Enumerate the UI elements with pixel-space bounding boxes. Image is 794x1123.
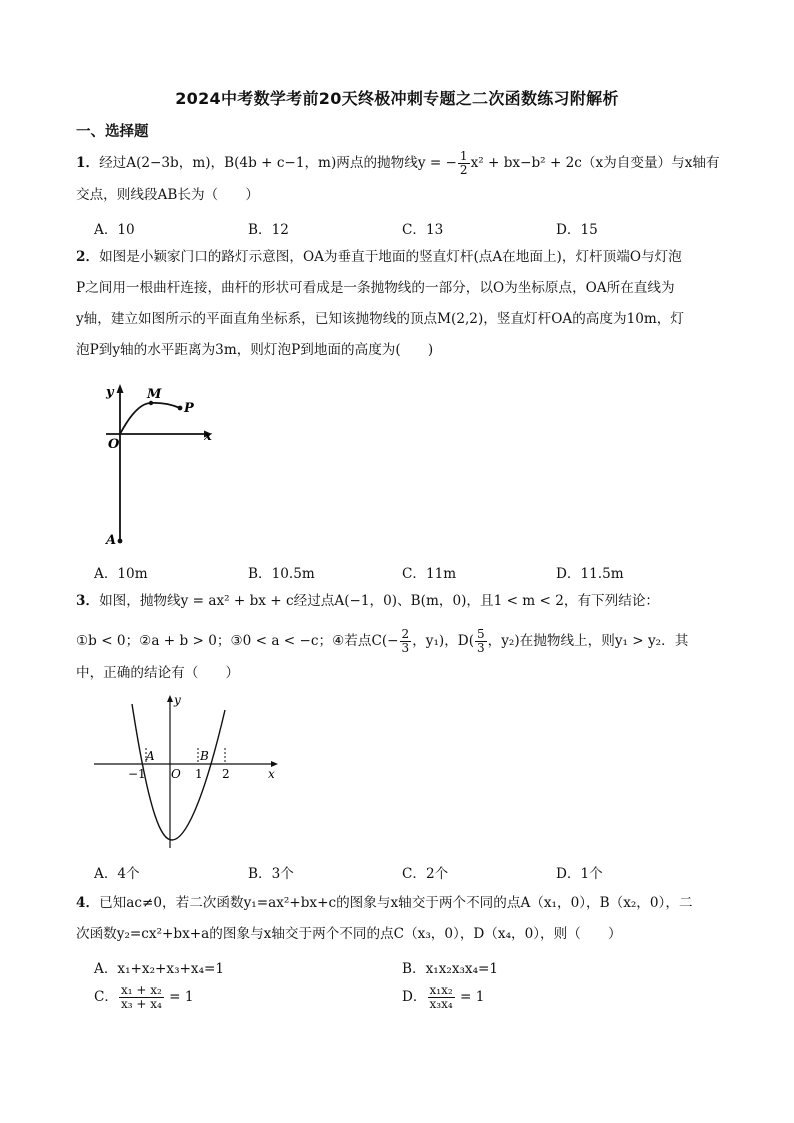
q4-option-c-fraction	[119, 984, 164, 1011]
q3-option-c[interactable]: C．2个	[402, 866, 449, 882]
q2-line-2: P之间用一根曲杆连接，曲杆的形状可看成是一条抛物线的一部分，以O为坐标原点，OA所在直线为	[76, 280, 675, 296]
q2-figure	[100, 378, 230, 548]
q2-y-arrow	[117, 384, 124, 393]
q1-line-2: 交点，则线段AB长为（ ）	[76, 187, 259, 203]
q2-line-1	[76, 248, 682, 266]
q4-option-b[interactable]: B．x₁x₂x₃x₄=1	[402, 961, 499, 977]
q3-option-a[interactable]: A．4个	[94, 866, 140, 882]
q4-c-num: x₁ + x₂	[121, 983, 162, 997]
q4-number: 4．	[76, 895, 100, 911]
q1-option-a[interactable]: A．10	[94, 222, 135, 238]
q2-line-3: y轴，建立如图所示的平面直角坐标系，已知该抛物线的顶点M(2,2)，竖直灯杆OA的高度为10m，灯	[76, 311, 684, 327]
q2-text-1: 如图是小颖家门口的路灯示意图，OA为垂直于地面的竖直灯杆(点A在地面上)，灯杆顶端O与灯泡	[99, 249, 682, 265]
q2-number: 2．	[76, 249, 100, 265]
q2-option-b[interactable]: B．10.5m	[248, 566, 315, 582]
q4-d-num: x₁x₂	[429, 983, 453, 997]
q2-point-p	[178, 406, 183, 411]
q4-option-c-label: C．	[94, 989, 118, 1005]
q3-figure	[90, 690, 290, 850]
q4-option-c-eq: = 1	[169, 989, 194, 1005]
q3-y-arrow	[167, 695, 173, 702]
q2-label-a: A	[106, 533, 117, 548]
q4-option-d-eq: = 1	[459, 989, 485, 1005]
q3-fraction-1	[400, 628, 412, 655]
q2-option-a[interactable]: A．10m	[94, 566, 148, 582]
q3-text-2a: ①b < 0；②a + b > 0；③0 < a < −c；④若点C(−	[76, 633, 399, 649]
q2-parabola	[120, 403, 180, 434]
q3-line-1	[76, 592, 659, 610]
q4-option-d[interactable]	[402, 984, 484, 1011]
q4-text-1: 已知ac≠0，若二次函数y₁=ax²+bx+c的图象与x轴交于两个不同的点A（x₁，0），B（x₂，0），二	[99, 895, 693, 911]
q3-fraction-2	[475, 628, 487, 655]
q4-option-a[interactable]: A．x₁+x₂+x₃+x₄=1	[94, 961, 225, 977]
q2-label-p: P	[184, 401, 194, 416]
q1-number: 1．	[76, 155, 100, 171]
q3-label-neg1: −1	[128, 767, 146, 781]
q1-text-a: 经过A(2−3b，m)，B(4b + c−1，m)两点的抛物线y = −	[99, 155, 457, 171]
q3-line-3: 中，正确的结论有（ ）	[76, 665, 240, 681]
q4-option-d-fraction	[428, 984, 455, 1011]
q3-label-x: x	[268, 767, 275, 781]
q2-point-a	[118, 539, 123, 544]
q2-label-x: x	[204, 429, 212, 444]
q4-c-den: x₃ + x₄	[121, 997, 162, 1011]
q3-f2-den: 3	[477, 641, 485, 655]
section-heading: 一、选择题	[76, 124, 149, 140]
q1-frac-num: 1	[459, 149, 468, 163]
q2-label-m: M	[147, 387, 162, 402]
q3-text-1: 如图，抛物线y = ax² + bx + c经过点A(−1，0)、B(m，0)，且1 < m < 2，有下列结论：	[99, 593, 660, 609]
q1-option-c[interactable]: C．13	[402, 222, 444, 238]
q3-label-b: B	[200, 749, 209, 763]
q4-option-d-label: D．	[402, 989, 427, 1005]
q4-d-den: x₃x₄	[429, 997, 453, 1011]
q2-option-c[interactable]: C．11m	[402, 566, 457, 582]
q1-fraction	[458, 150, 470, 177]
page-title: 2024中考数学考前20天终极冲刺专题之二次函数练习附解析	[175, 89, 619, 108]
q3-label-a: A	[146, 749, 155, 763]
q4-line-1	[76, 894, 693, 912]
q3-f1-den: 3	[401, 641, 410, 655]
q3-label-2: 2	[222, 767, 230, 781]
q3-line-2	[76, 628, 688, 655]
q2-line-4: 泡P到y轴的水平距离为3m，则灯泡P到地面的高度为( )	[76, 342, 434, 358]
q3-f2-num: 5	[477, 627, 485, 641]
q3-label-y: y	[174, 693, 181, 707]
q1-option-d[interactable]: D．15	[556, 222, 598, 238]
q4-line-2: 次函数y₂=cx²+bx+a的图象与x轴交于两个不同的点C（x₃，0），D（x₄，0），则（ ）	[76, 926, 622, 942]
q3-option-b[interactable]: B．3个	[248, 866, 294, 882]
q4-option-c[interactable]	[94, 984, 194, 1011]
q3-text-2b: ，y₁)，D(	[412, 633, 475, 649]
q2-label-y: y	[106, 385, 114, 400]
q2-option-d[interactable]: D．11.5m	[556, 566, 624, 582]
q1-text-b: x² + bx−b² + 2c（x为自变量）与x轴有	[470, 155, 720, 171]
q3-label-o: O	[171, 767, 181, 781]
q1-frac-den: 2	[459, 163, 468, 177]
q3-option-d[interactable]: D．1个	[556, 866, 603, 882]
q2-label-o: O	[108, 437, 120, 452]
q3-number: 3．	[76, 593, 100, 609]
q3-f1-num: 2	[401, 627, 410, 641]
q3-text-2c: ，y₂)在抛物线上，则y₁ > y₂．其	[487, 633, 689, 649]
q3-label-1: 1	[195, 767, 203, 781]
q1-option-b[interactable]: B．12	[248, 222, 289, 238]
q1-line-1	[76, 150, 720, 177]
